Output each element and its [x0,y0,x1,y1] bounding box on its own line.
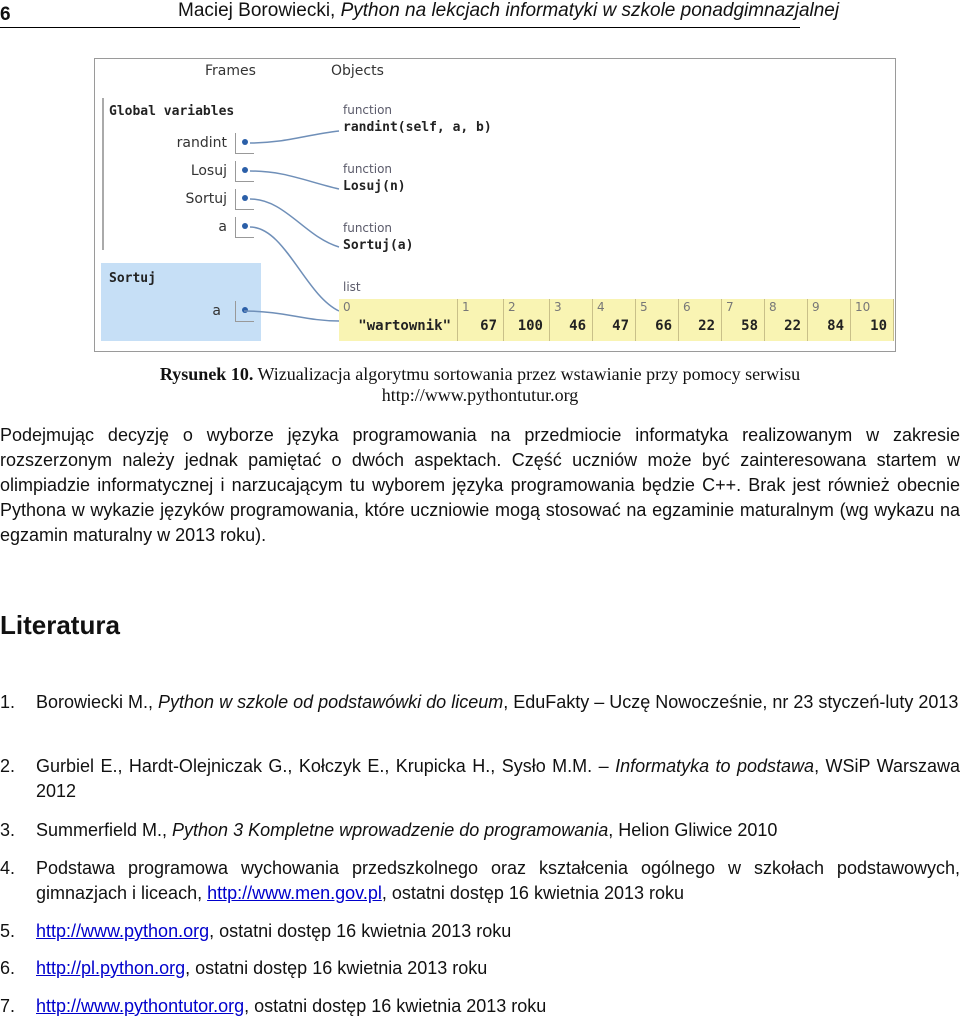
list-value: 47 [612,318,629,334]
reference-link[interactable]: http://www.men.gov.pl [207,883,382,903]
reference-text: Podstawa programowa wychowania przedszkolnego oraz kształcenia ogólnego w szkołach podstawowych, gimnazjach i liceach, [36,858,960,903]
reference-title: Python w szkole od podstawówki do liceum [158,692,504,712]
list-value: 46 [569,318,586,334]
list-index: 2 [508,300,516,314]
reference-details: , WSiP Warszawa 2012 [36,756,960,801]
reference-authors: Borowiecki M., [36,692,159,712]
list-value: 84 [827,318,844,334]
list-value: 66 [655,318,672,334]
list-cell [339,299,458,341]
object-0-type: function [343,103,393,117]
list-value: 58 [741,318,758,334]
list-value: 22 [698,318,715,334]
frames-title: Frames [205,63,256,79]
list-index: 4 [597,300,605,314]
reference-number: 2. [0,756,16,776]
reference-number: 6. [0,958,16,978]
objects-title: Objects [331,63,384,79]
body-paragraph: Podejmując decyzję o wyborze języka programowania na przedmiocie informatyka realizowanym w zakresie rozszerzonym należy jednak pamiętać o dwóch aspektach. Część uczniów może być zainteresowana startem w olimpiadzie informatycznej i narzucającym tu wyborem języka programowania będzie C++. Brak jest również obecnie Pythona w wykazie języków programowania, które uczniowie mogą stosować na egzaminie maturalnym (wg wykazu na egzamin maturalny w 2013 roku). [0,425,960,545]
reference-title: Informatyka to podstawa [615,756,815,776]
reference-number: 1. [0,692,16,712]
global-var-a: a [218,219,227,235]
object-1-type: function [343,162,393,176]
caption-text: Wizualizacja algorytmu sortowania przez wstawianie przy pomocy serwisu [253,364,801,384]
frame-var-a: a [212,303,221,319]
list-cell [504,299,550,341]
list-type: list [343,280,361,294]
list-object [339,299,894,341]
reference-number: 5. [0,921,16,941]
list-value: 22 [784,318,801,334]
global-var-losuj: Losuj [190,163,227,179]
list-cell [765,299,808,341]
figure-caption [0,364,960,406]
arrow-sortuj [250,199,339,247]
list-cell [636,299,679,341]
reference-number: 7. [0,996,16,1016]
list-index: 7 [726,300,734,314]
caption-label: Rysunek 10. [159,364,254,384]
reference-link[interactable]: http://www.pythontutor.org [36,996,245,1016]
arrow-losuj [250,171,339,189]
figure-visualization [94,58,896,352]
list-cell [593,299,636,341]
arrow-randint [250,131,339,143]
list-index: 10 [855,300,871,314]
global-var-randint: randint [176,135,227,151]
reference-title: Python 3 Kompletne wprowadzenie do programowania [172,820,609,840]
reference-details: , ostatni dostęp 16 kwietnia 2013 roku [381,883,685,903]
reference-number: 3. [0,820,16,840]
list-value: 10 [870,318,887,334]
list-index: 5 [640,300,648,314]
list-index: 3 [554,300,562,314]
list-cell [679,299,722,341]
list-value: "wartownik" [358,318,451,334]
reference-details: , ostatni dostęp 16 kwietnia 2013 roku [209,921,512,941]
reference-link[interactable]: http://www.python.org [36,921,210,941]
list-index: 0 [343,300,351,314]
list-index: 9 [812,300,820,314]
frame-name: Sortuj [109,271,156,286]
reference-number: 4. [0,858,16,878]
reference-authors: Summerfield M., [36,820,173,840]
page-number: 6 [0,4,11,25]
reference-authors: Gurbiel E., Hardt-Olejniczak G., Kołczyk E., Krupicka H., Sysło M.M. – [36,756,616,776]
object-0-value: randint(self, a, b) [343,120,492,135]
header-title: Python na lekcjach informatyki w szkole ponadgimnazjalnej [340,0,840,21]
reference-details: , EduFakty – Uczę Nowocześnie, nr 23 styczeń-luty 2013 [503,692,959,712]
header-rule [0,27,800,28]
list-index: 8 [769,300,777,314]
list-index: 6 [683,300,691,314]
section-heading-literatura: Literatura [0,610,120,640]
reference-details: , ostatni dostęp 16 kwietnia 2013 roku [244,996,547,1016]
reference-details: , ostatni dostęp 16 kwietnia 2013 roku [185,958,488,978]
list-cell [550,299,593,341]
global-var-sortuj: Sortuj [185,191,227,207]
global-variables-label: Global variables [109,104,235,119]
arrow-a [250,227,339,311]
arrow-frame-a [244,311,339,321]
list-cell [808,299,851,341]
caption-url: http://www.pythontutur.org [381,385,579,405]
object-2-type: function [343,221,393,235]
list-index: 1 [462,300,470,314]
object-2-value: Sortuj(a) [343,238,414,253]
list-value: 67 [480,318,497,334]
reference-details: , Helion Gliwice 2010 [608,820,778,840]
object-1-value: Losuj(n) [343,179,406,194]
list-cell [722,299,765,341]
running-header [178,0,839,22]
list-cell [851,299,894,341]
header-author: Maciej Borowiecki, [178,0,341,21]
list-value: 100 [517,318,543,334]
list-cell [458,299,504,341]
reference-link[interactable]: http://pl.python.org [36,958,186,978]
